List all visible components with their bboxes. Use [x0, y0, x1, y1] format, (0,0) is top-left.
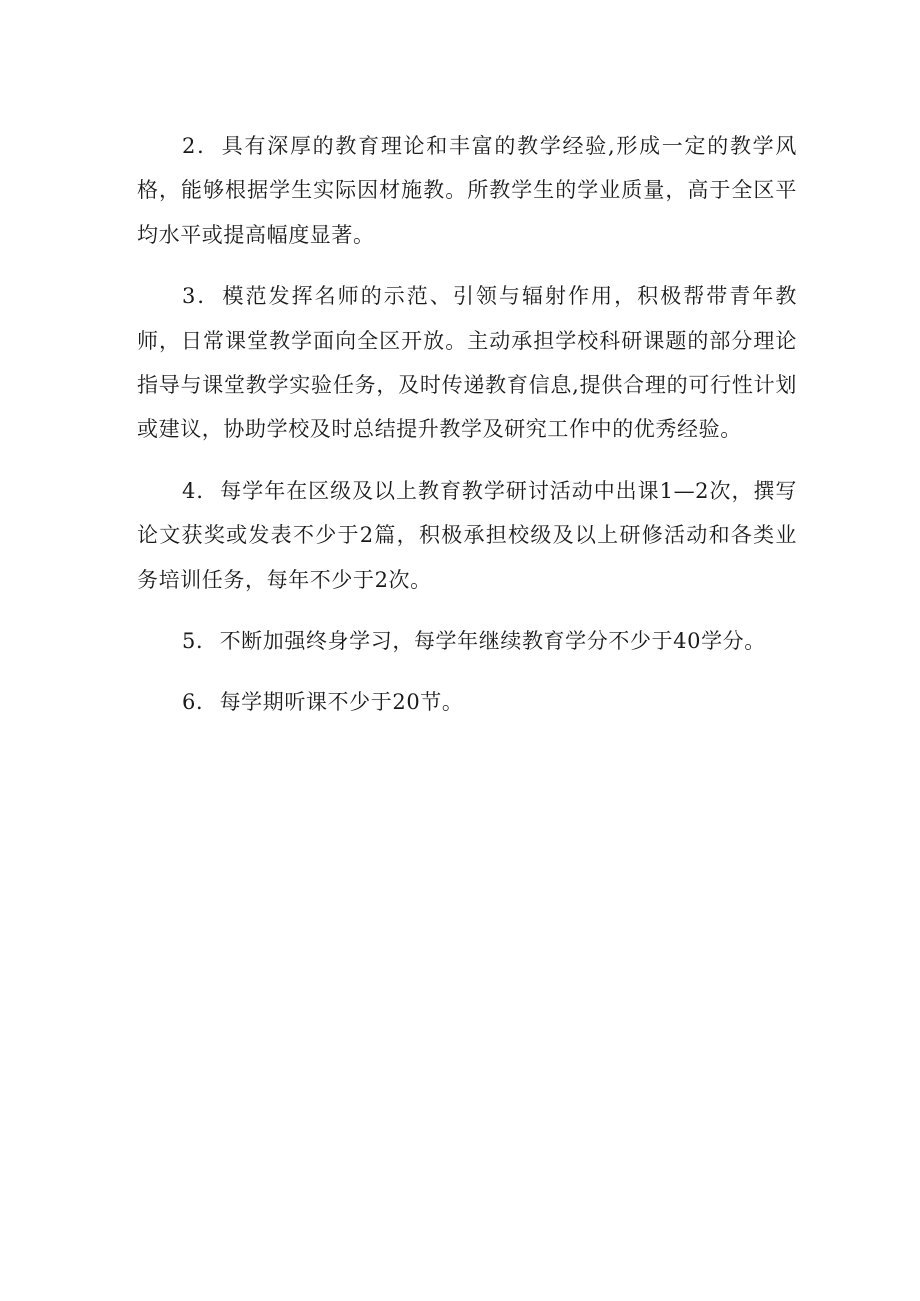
paragraph-number: 3． — [182, 284, 221, 309]
paragraph-text: 模范发挥名师的示范、引领与辐射作用，积极帮带青年教师，日常课堂教学面向全区开放。主动承担学校科研课题的部分理论指导与课堂教学实验任务，及时传递教育信息,提供合理的可行性计划或建议，协助学校及时总结提升教学及研究工作中的优秀经验。 — [137, 284, 798, 442]
paragraph-item-4 — [137, 469, 797, 602]
paragraph-number: 4． — [182, 478, 219, 503]
paragraph-item-5 — [137, 619, 797, 663]
paragraph-item-3 — [137, 274, 797, 452]
paragraph-item-6 — [137, 680, 797, 724]
paragraph-item-2 — [137, 124, 797, 257]
paragraph-text: 每学年在区级及以上教育教学研讨活动中出课1—2次，撰写论文获奖或发表不少于2篇，积极承担校级及以上研修活动和各类业务培训任务，每年不少于2次。 — [137, 478, 797, 592]
paragraph-text: 每学期听课不少于20节。 — [219, 690, 464, 715]
paragraph-number: 5． — [182, 629, 218, 654]
paragraph-text: 具有深厚的教育理论和丰富的教学经验,形成一定的教学风格，能够根据学生实际因材施教。所教学生的学业质量，高于全区平均水平或提高幅度显著。 — [137, 134, 797, 247]
document-body — [137, 124, 797, 742]
paragraph-number: 2． — [182, 134, 220, 158]
paragraph-text: 不断加强终身学习，每学年继续教育学分不少于40学分。 — [219, 629, 766, 654]
paragraph-number: 6． — [182, 690, 218, 715]
